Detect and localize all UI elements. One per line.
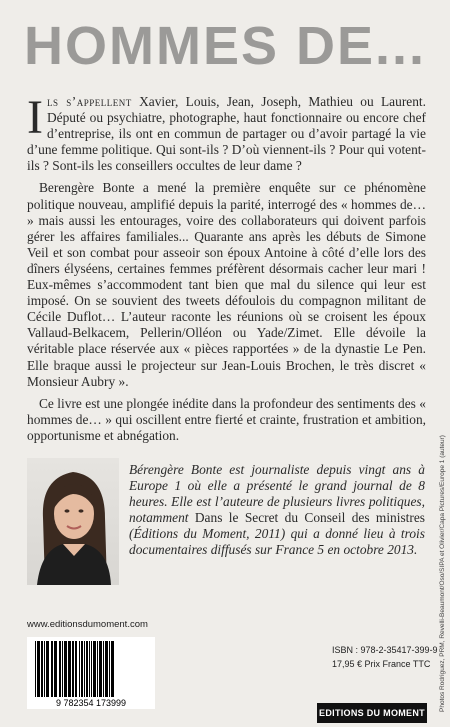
barcode-bar	[105, 641, 108, 697]
author-photo	[27, 458, 119, 585]
isbn-number: ISBN : 978-2-35417-399-9	[332, 645, 438, 655]
publisher-website: www.editionsdumoment.com	[27, 619, 148, 630]
barcode-bar	[72, 641, 74, 697]
barcode-bar	[84, 641, 85, 697]
barcode-bar	[111, 641, 114, 697]
barcode-bar	[51, 641, 53, 697]
barcode-digits: 9 782354 173999	[55, 698, 127, 708]
opening-smallcaps: ls s’appellent	[46, 94, 132, 109]
author-portrait-illustration	[27, 458, 119, 585]
barcode-bar	[97, 641, 98, 697]
blurb-paragraph-3: Ce livre est une plongée inédite dans la profondeur des sentiments des « hommes de… » qui oscillent entre fierté et crainte, frustration et ambition, opportunisme et abnégation.	[27, 395, 426, 443]
isbn-block	[332, 643, 438, 671]
barcode-bar	[86, 641, 88, 697]
drop-cap: I	[27, 91, 43, 144]
photo-credit: Photos Rodriguez, PRM, Revelli-Beaumont/Oso/SIPA et Olivier/Capa Pictures/Europe 1 (auteur)	[439, 435, 446, 712]
barcode-bar	[59, 641, 61, 697]
author-bio-part-2: (Éditions du Moment, 2011) qui a donné lieu à trois documentaires diffusés sur France 5 en octobre 2013.	[129, 526, 425, 558]
barcode-bar	[37, 641, 40, 697]
barcode-bar	[68, 641, 71, 697]
author-book-title: Dans le Secret du Conseil des ministres	[194, 510, 426, 526]
barcode-bar	[93, 641, 96, 697]
barcode-bar	[41, 641, 43, 697]
barcode-bar	[89, 641, 90, 697]
author-bio-part-1: est journaliste depuis vingt ans à Europe 1 où elle a présenté le grand journal de 8 heures. Elle est l’auteure de plusieurs livres politiques, notamment	[129, 462, 425, 526]
book-title: HOMMES DE...	[23, 16, 427, 76]
barcode-bar	[62, 641, 63, 697]
barcode-bar	[44, 641, 45, 697]
blurb-paragraph-2: Berengère Bonte a mené la première enquête sur ce phénomène politique nouveau, amplifié depuis la parité, interrogé des « hommes de… » mais aussi les entourages, voire des collaborateurs qui doivent parfois gérer les affaires familiales... Quarante ans après les débuts de Simone Veil et son combat pour asseoir son époux Antoine à côté d’elle lors des dîners élyséens, certaines femmes préfèrent désormais cacher leur mari ! Eux-mêmes s’accommodent tant bien que mal du silence qui leur est imposé. On se souvient des tweets défoulois du compagnon militant de Cécile Duflot… L’auteur raconte les réunions où se croisent les époux Vallaud-Belkacem, Pellerin/Olléon ou Yade/Zimet. Elle dévoile la véritable place réservée aux « pièces rapportées » de la dynastie Le Pen. Elle braque aussi le projecteur sur Jean-Louis Brochen, le très discret « Monsieur Aubry ».	[27, 180, 426, 389]
barcode-bar	[75, 641, 77, 697]
barcode-bar	[91, 641, 92, 697]
author-bio	[129, 462, 425, 559]
barcode-bar	[64, 641, 67, 697]
barcode-bar	[99, 641, 102, 697]
barcode-bar	[81, 641, 83, 697]
back-cover-blurb	[27, 91, 426, 450]
barcode-bar	[103, 641, 104, 697]
barcode-bar	[54, 641, 57, 697]
blurb-paragraph-1	[27, 91, 426, 174]
barcode-graphic	[27, 637, 155, 709]
author-name: Bérengère Bonte	[129, 462, 223, 477]
barcode-bar	[109, 641, 110, 697]
barcode-bar	[46, 641, 49, 697]
price: 17,95 € Prix France TTC	[332, 659, 431, 669]
barcode-bar	[35, 641, 36, 697]
isbn-barcode	[27, 637, 155, 709]
barcode-bar	[79, 641, 80, 697]
publisher-logo: EDITIONS DU MOMENT	[317, 703, 427, 723]
blurb-paragraph-1-text: Xavier, Louis, Jean, Joseph, Mathieu ou Laurent. Député ou psychiatre, photographe, haut fonctionnaire ou encore chef d’entreprise, ils ont en commun de partager ou d’avoir partagé la vie d’une femme politique. Qui sont-ils ? D’où viennent-ils ? Pour qui votent-ils ? Sont-ils les conseillers occultes de leur dame ?	[27, 94, 426, 174]
